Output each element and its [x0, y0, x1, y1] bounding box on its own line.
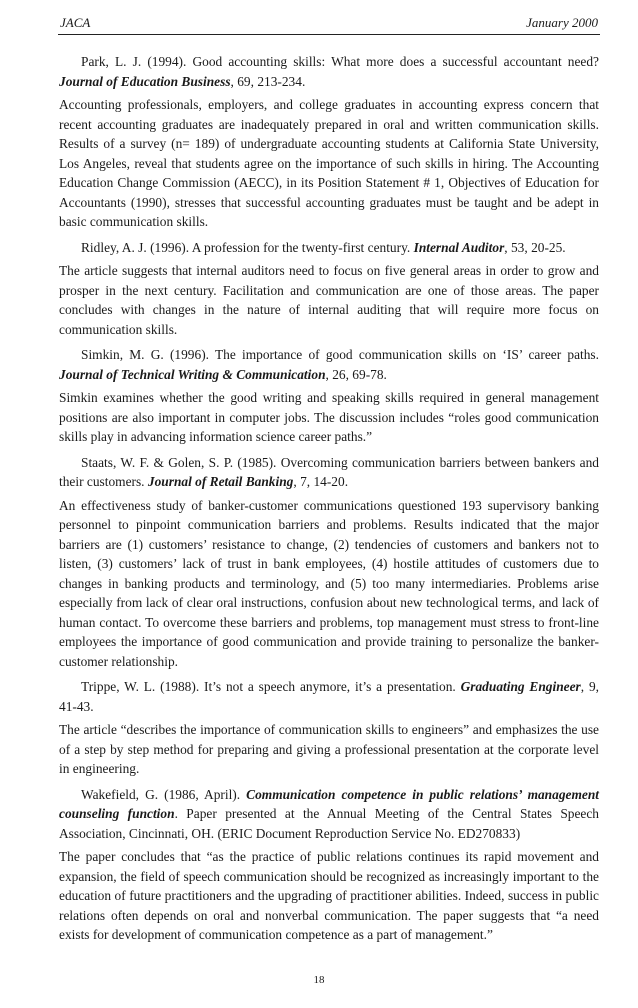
journal-title: Journal of Education Business: [59, 73, 231, 89]
annotation: Simkin examines whether the good writing and speaking skills required in general management positions are also important in computer jobs. The discussion includes “roles good communication skills play in advancing information science career paths.”: [59, 390, 599, 444]
journal-title: Graduating Engineer: [460, 679, 581, 694]
citation: [59, 345, 599, 384]
citation-text: Wakefield, G. (1986, April).: [81, 786, 247, 802]
citation-details: , 69, 213-234.: [230, 73, 306, 89]
annotation: The article “describes the importance of communication skills to engineers” and emphasizes the use of a step by step method for preparing and giving a professional presentation at the corporate level in engineering.: [59, 722, 599, 776]
annotation: Accounting professionals, employers, and college graduates in accounting express concern that recent accounting graduates are inadequately prepared in oral and written communication skills. Results of a survey (n= 189) of undergraduate accounting students at California State University, Los Angeles, reveal that students agree on the importance of such skills in hiring. The Accounting Education Change Commission (AECC), in its Position Statement # 1, Objectives of Education for Accountants (1990), stresses that successful accounting graduates must be taught and be adept in basic communication skills.: [59, 97, 599, 229]
annotation: The paper concludes that “as the practice of public relations continues its rapid movement and expansion, the field of speech communication should be recognized as increasingly important to the education of future practitioners and the upgrading of practitioner abilities. Indeed, success in public relations often depends on oral and nonverbal communication. The paper suggests that “a need exists for development of communication competence as a part of management.”: [59, 849, 599, 942]
citation-text: Ridley, A. J. (1996). A profession for the twenty-first century.: [81, 239, 414, 255]
journal-title: Internal Auditor: [413, 239, 505, 255]
page-number: 18: [313, 974, 325, 986]
bibliography-entry: [59, 785, 599, 945]
bibliography-entry: [59, 238, 599, 340]
citation: [59, 238, 599, 258]
bibliography-entry: [59, 52, 599, 232]
journal-title: Journal of Technical Writing & Communication: [59, 366, 326, 382]
bibliography-entry: [59, 345, 599, 447]
running-header: [58, 12, 600, 35]
annotation: An effectiveness study of banker-customer communications questioned 193 supervisory banking personnel to pinpoint communication barriers and problems. Results indicated that the major barriers are (1) customers’ resistance to change, (2) tendencies of customers and bankers not to listen, (3) customers’ lack of trust in bank employees, (4) hostile attitudes of customers due to changes in banking products and terminology, and (5) too many intermediaries. Problems arise especially from lack of clear oral instructions, confusion about new technological terms, and lack of human contact. To overcome these barriers and problems, top management must stress to front-line employees the importance of good communication and provide training to personalize the banker-customer relationship.: [59, 497, 599, 669]
journal-title: Journal of Retail Banking: [147, 474, 294, 489]
citation-details: , 9, 41-43.: [59, 679, 600, 714]
citation: [59, 785, 599, 844]
citation-details: , 7, 14-20.: [293, 474, 349, 489]
annotation: The article suggests that internal auditors need to focus on five general areas in order to grow and prosper in the next century. Facilitation and communication are one of those areas. The paper concludes with changes in the nature of internal auditing that will require more focus on communication skills.: [59, 263, 599, 337]
issue-date: January 2000: [526, 15, 598, 30]
citation-details: , 53, 20-25.: [504, 239, 566, 255]
citation-details: , 26, 69-78.: [325, 366, 387, 382]
citation-text: Staats, W. F. & Golen, S. P. (1985). Overcoming communication barriers between bankers and their customers.: [59, 454, 599, 489]
journal-title: Communication competence in public relations’ management counseling function: [59, 786, 599, 821]
citation: [59, 52, 599, 91]
citation-text: Trippe, W. L. (1988). It’s not a speech anymore, it’s a presentation.: [81, 679, 461, 694]
bibliography-entry: [59, 677, 599, 779]
citation: [59, 453, 599, 492]
journal-abbreviation: JACA: [60, 15, 91, 30]
citation-text: Park, L. J. (1994). Good accounting skills: What more does a successful accountant need?: [81, 54, 599, 69]
bibliography-body: [59, 52, 599, 951]
bibliography-entry: [59, 453, 599, 672]
citation-details: . Paper presented at the Annual Meeting of the Central States Speech Association, Cincinnati, OH. (ERIC Document Reproduction Service No. ED270833): [59, 806, 599, 841]
citation-text: Simkin, M. G. (1996). The importance of good communication skills on ‘IS’ career paths.: [81, 347, 599, 362]
citation: [59, 677, 599, 716]
